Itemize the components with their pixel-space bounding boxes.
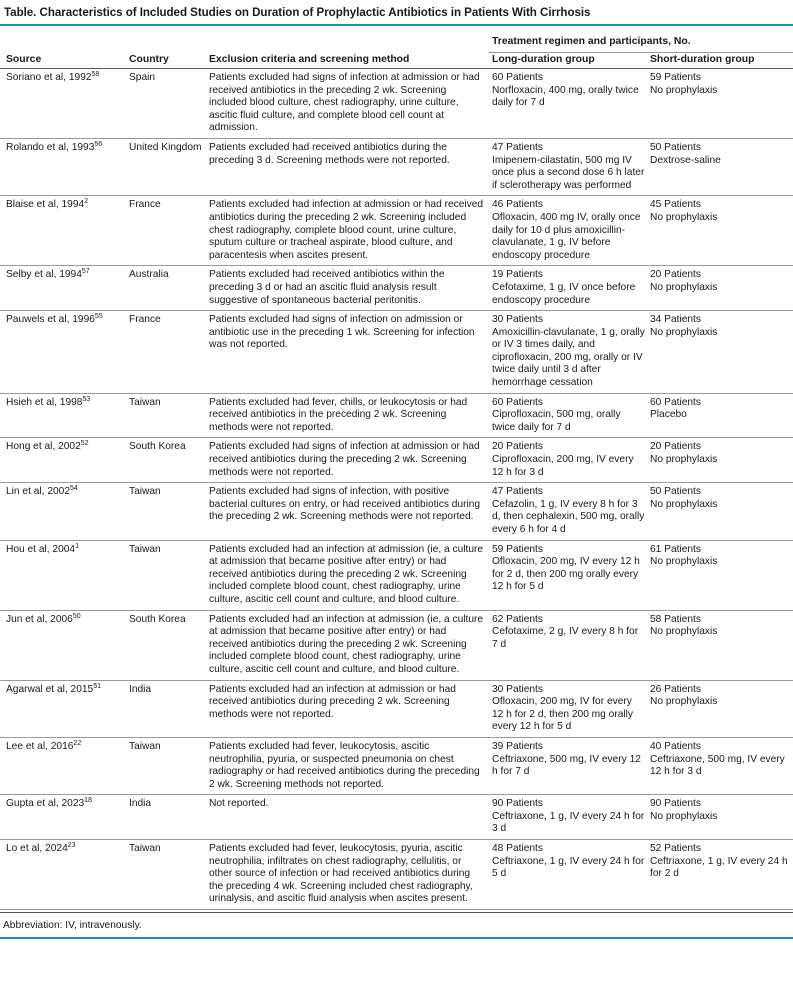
long-participants: 60 Patients [492,72,543,83]
short-duration-cell [647,393,793,438]
country-cell [126,840,206,910]
long-regimen: Ceftriaxone, 1 g, IV every 24 h for 5 d [492,855,645,880]
table-row [0,795,793,840]
country-cell [126,483,206,540]
exclusion-cell [206,483,489,540]
country-text: Taiwan [129,486,161,498]
exclusion-text: Patients excluded had fever, chills, or leukocytosis or had received antibiotics in the preceding 2 wk. Screening methods were not reported. [209,396,468,433]
long-regimen: Ciprofloxacin, 200 mg, IV every 12 h for 3 d [492,454,634,478]
short-duration-cell [647,69,793,139]
long-duration-cell [489,196,647,266]
reference-number: 53 [82,395,91,403]
table-row [0,138,793,195]
long-duration-cell [489,393,647,438]
long-regimen: Cefotaxime, 2 g, IV every 8 h for 7 d [492,626,639,650]
source-text: Lo et al, 2024 [6,843,68,855]
country-text: India [129,798,152,810]
source-cell [0,69,126,139]
short-duration-cell [647,196,793,266]
long-duration-cell [489,438,647,483]
reference-number: 55 [94,313,103,321]
exclusion-cell [206,795,489,840]
source-cell [0,438,126,483]
long-participants: 90 Patients [492,798,543,810]
table-row [0,737,793,794]
country-cell [126,138,206,195]
source-cell [0,610,126,680]
exclusion-text: Patients excluded had an infection at admission (ie, a culture at admission that became positive after entry) or had received antibiotics during the preceding 2 wk. Screening included complete blood count, chest radiography, urine culture, ascitic cell count and culture, and blood culture. [209,613,484,675]
reference-number: 18 [84,797,92,805]
exclusion-cell [206,69,489,139]
source-text: Gupta et al, 2023 [6,798,85,810]
reference-number: 23 [67,842,76,850]
short-participants: 60 Patients [650,396,701,408]
long-regimen: Amoxicillin-clavulanate, 1 g, orally or IV 3 times daily, and ciprofloxacin, 200 mg, orally or IV twice daily until 3 d after hemorrhage cessation [492,326,645,389]
short-duration-cell [647,438,793,483]
source-cell [0,483,126,540]
short-participants: 58 Patients [650,613,701,625]
long-regimen: Ceftriaxone, 1 g, IV every 24 h for 3 d [492,810,645,835]
long-duration-cell [489,540,647,610]
long-participants: 60 Patients [492,396,543,408]
long-regimen: Ofloxacin, 400 mg IV, orally once daily for 10 d plus amoxicillin-clavulanate, 1 g, IV before endoscopy procedure [492,211,641,261]
exclusion-text: Patients excluded had signs of infection at admission or had received antibiotics during the preceding 2 wk. Screening methods were not reported. [209,441,480,478]
short-duration-cell [647,266,793,311]
reference-number: 57 [81,268,90,276]
short-duration-cell [647,610,793,680]
country-cell [126,610,206,680]
long-regimen: Imipenem-cilastatin, 500 mg IV once plus a second dose 6 h later if sclerotherapy was performed [492,154,645,191]
exclusion-text: Patients excluded had fever, leukocytosis, pyuria, ascitic neutrophilia, infiltrates on chest radiography, cellulitis, or other source of infection or had received antibiotics during the preceding 4 wk. Screening included chest radiography, urinalysis, and ascitic fluid analysis when ascites present. [209,843,473,905]
exclusion-text: Patients excluded had signs of infection at admission or had received antibiotics in the preceding 2 wk. Screening included blood culture, chest radiography, urine culture, ascitic fluid culture, and complete blood cell count at admission. [209,72,480,134]
long-participants: 47 Patients [492,141,543,153]
table-row [0,266,793,311]
exclusion-cell [206,138,489,195]
exclusion-text: Patients excluded had signs of infection on admission or antibiotic use in the preceding 1 wk. Screening for infection was not reported. [209,314,475,351]
long-duration-cell [489,311,647,394]
exclusion-text: Patients excluded had fever, leukocytosis, ascitic neutrophilia, pyuria, or suspected pneumonia on chest radiography or had received antibiotics during the preceding 2 wk. Screening methods not reported. [209,740,480,790]
long-regimen: Ofloxacin, 200 mg, IV every 12 h for 2 d, then 200 mg orally every 12 h for 5 d [492,556,640,593]
country-text: Taiwan [129,740,161,752]
short-regimen: No prophylaxis [650,281,718,293]
long-regimen: Ceftriaxone, 500 mg, IV every 12 h for 7 d [492,753,641,778]
source-cell [0,266,126,311]
reference-number: 1 [75,542,80,550]
source-cell [0,196,126,266]
country-text: Spain [129,72,156,83]
source-text: Hou et al, 2004 [6,543,76,555]
long-duration-cell [489,840,647,910]
country-cell [126,540,206,610]
reference-number: 51 [93,682,102,690]
long-participants: 20 Patients [492,441,543,453]
short-duration-cell [647,540,793,610]
country-text: France [129,314,161,326]
exclusion-text: Patients excluded had an infection at admission or had received antibiotics during preceding 2 wk. Screening methods were not reported. [209,683,456,720]
table-row [0,840,793,910]
source-cell [0,840,126,910]
long-participants: 62 Patients [492,613,543,625]
long-duration-cell [489,266,647,311]
short-duration-cell [647,840,793,910]
treatment-group-header: Treatment regimen and participants, No. [489,31,793,53]
short-duration-header: Short-duration group [647,53,793,69]
country-cell [126,737,206,794]
source-cell [0,795,126,840]
reference-number: 56 [94,140,103,148]
short-participants: 45 Patients [650,199,701,211]
long-duration-cell [489,737,647,794]
exclusion-cell [206,610,489,680]
source-text: Agarwal et al, 2015 [6,683,94,695]
short-duration-cell [647,138,793,195]
long-regimen: Cefazolin, 1 g, IV every 8 h for 3 d, then cephalexin, 500 mg, orally every 6 h for 4 d [492,498,645,535]
long-regimen: Cefotaxime, 1 g, IV once before endoscopy procedure [492,281,636,306]
source-text: Rolando et al, 1993 [6,141,95,153]
long-participants: 19 Patients [492,269,543,281]
reference-number: 54 [70,485,78,493]
short-regimen: No prophylaxis [650,454,718,466]
short-participants: 40 Patients [650,740,701,752]
studies-table [0,31,793,910]
country-text: France [129,199,161,211]
country-text: South Korea [129,441,186,453]
long-participants: 30 Patients [492,683,543,695]
footnote: Abbreviation: IV, intravenously. [3,920,142,931]
exclusion-cell [206,311,489,394]
source-text: Soriano et al, 1992 [6,72,92,83]
bottom-rule [0,937,793,939]
long-duration-cell [489,795,647,840]
short-duration-cell [647,795,793,840]
exclusion-cell [206,840,489,910]
exclusion-text: Patients excluded had received antibiotics during the preceding 3 d. Screening methods were not reported. [209,141,450,166]
long-duration-cell [489,610,647,680]
table-row [0,438,793,483]
short-regimen: Placebo [650,409,687,421]
short-duration-cell [647,311,793,394]
long-regimen: Ofloxacin, 200 mg, IV for every 12 h for 2 d, then 200 mg orally every 12 h for 5 d [492,696,634,733]
country-cell [126,438,206,483]
source-text: Hong et al, 2002 [6,441,81,453]
exclusion-cell [206,737,489,794]
source-cell [0,393,126,438]
short-regimen: No prophylaxis [650,696,718,708]
exclusion-text: Patients excluded had received antibiotics within the preceding 3 d or had an ascitic fluid analysis result suggestive of spontaneous bacterial peritonitis. [209,269,445,306]
long-duration-cell [489,680,647,737]
country-text: South Korea [129,613,186,625]
reference-number: 2 [84,198,89,206]
table-row [0,196,793,266]
exclusion-header: Exclusion criteria and screening method [206,53,489,69]
long-participants: 59 Patients [492,543,543,555]
exclusion-cell [206,438,489,483]
short-participants: 20 Patients [650,269,701,281]
table-title: Table. Characteristics of Included Studies on Duration of Prophylactic Antibiotics in Patients With Cirrhosis [4,6,591,19]
short-duration-cell [647,737,793,794]
reference-number: 58 [91,71,100,78]
long-duration-header: Long-duration group [489,53,647,69]
long-participants: 48 Patients [492,843,543,855]
country-cell [126,311,206,394]
source-cell [0,737,126,794]
reference-number: 50 [72,612,81,620]
country-cell [126,680,206,737]
table-row [0,680,793,737]
exclusion-cell [206,196,489,266]
short-participants: 26 Patients [650,683,701,695]
source-text: Lin et al, 2002 [6,486,71,498]
short-participants: 90 Patients [650,798,701,810]
long-duration-cell [489,483,647,540]
short-participants: 34 Patients [650,314,701,326]
reference-number: 52 [80,440,89,448]
source-text: Jun et al, 2006 [6,613,73,625]
long-regimen: Ciprofloxacin, 500 mg, orally twice daily for 7 d [492,409,621,433]
long-duration-cell [489,69,647,139]
exclusion-text: Patients excluded had signs of infection, with positive bacterial cultures on entry, or had received antibiotics during the preceding 2 wk. Screening methods were not reported. [209,486,481,523]
exclusion-cell [206,393,489,438]
country-text: Australia [129,269,169,281]
country-text: Taiwan [129,543,161,555]
long-participants: 47 Patients [492,486,543,498]
exclusion-cell [206,540,489,610]
country-cell [126,266,206,311]
short-regimen: No prophylaxis [650,626,718,638]
column-header-row [0,53,793,69]
country-text: India [129,683,152,695]
short-regimen: No prophylaxis [650,211,718,223]
top-rule [0,24,793,26]
table-row [0,540,793,610]
long-duration-cell [489,138,647,195]
country-text: United Kingdom [129,141,202,153]
short-participants: 20 Patients [650,441,701,453]
short-regimen: No prophylaxis [650,326,718,338]
source-text: Lee et al, 2016 [6,740,74,752]
country-cell [126,795,206,840]
table-row [0,483,793,540]
exclusion-text: Not reported. [209,798,269,810]
exclusion-text: Patients excluded had infection at admission or had received antibiotics during the preceding 2 wk. Screening included chest radiography, complete blood count, urine culture, sputum culture or tracheal aspirate, blood culture, and paracentesis when ascites present. [209,199,484,261]
short-regimen: No prophylaxis [650,810,718,822]
source-header: Source [0,53,126,69]
exclusion-cell [206,680,489,737]
country-cell [126,393,206,438]
source-cell [0,311,126,394]
short-participants: 50 Patients [650,141,701,153]
short-regimen: Ceftriaxone, 500 mg, IV every 12 h for 3 d [650,753,785,778]
exclusion-cell [206,266,489,311]
source-cell [0,680,126,737]
country-cell [126,69,206,139]
source-cell [0,138,126,195]
short-regimen: Dextrose-saline [650,154,721,166]
exclusion-text: Patients excluded had an infection at admission (ie, a culture at admission that became positive after entry) or had received antibiotics during the preceding 2 wk. Screening included complete blood count, chest radiography, urine culture, ascitic cell count and culture, and blood culture. [209,543,484,605]
country-text: Taiwan [129,396,161,408]
source-text: Blaise et al, 1994 [6,199,85,211]
group-header-row [0,31,793,53]
short-regimen: No prophylaxis [650,84,718,96]
long-participants: 30 Patients [492,314,543,326]
short-duration-cell [647,483,793,540]
short-participants: 59 Patients [650,72,701,83]
table-row [0,393,793,438]
short-participants: 61 Patients [650,543,701,555]
source-text: Selby et al, 1994 [6,269,82,281]
source-text: Pauwels et al, 1996 [6,314,95,326]
short-regimen: Ceftriaxone, 1 g, IV every 24 h for 2 d [650,855,788,880]
table-row [0,311,793,394]
table-row [0,69,793,139]
long-participants: 39 Patients [492,740,543,752]
source-text: Hsieh et al, 1998 [6,396,83,408]
short-duration-cell [647,680,793,737]
short-regimen: No prophylaxis [650,556,718,568]
long-regimen: Norfloxacin, 400 mg, orally twice daily for 7 d [492,84,639,109]
country-header: Country [126,53,206,69]
short-participants: 52 Patients [650,843,701,855]
source-cell [0,540,126,610]
country-cell [126,196,206,266]
footnote-rule [0,912,793,913]
short-participants: 50 Patients [650,486,701,498]
reference-number: 22 [73,739,82,747]
short-regimen: No prophylaxis [650,498,718,510]
country-text: Taiwan [129,843,161,855]
table-row [0,610,793,680]
long-participants: 46 Patients [492,199,543,211]
